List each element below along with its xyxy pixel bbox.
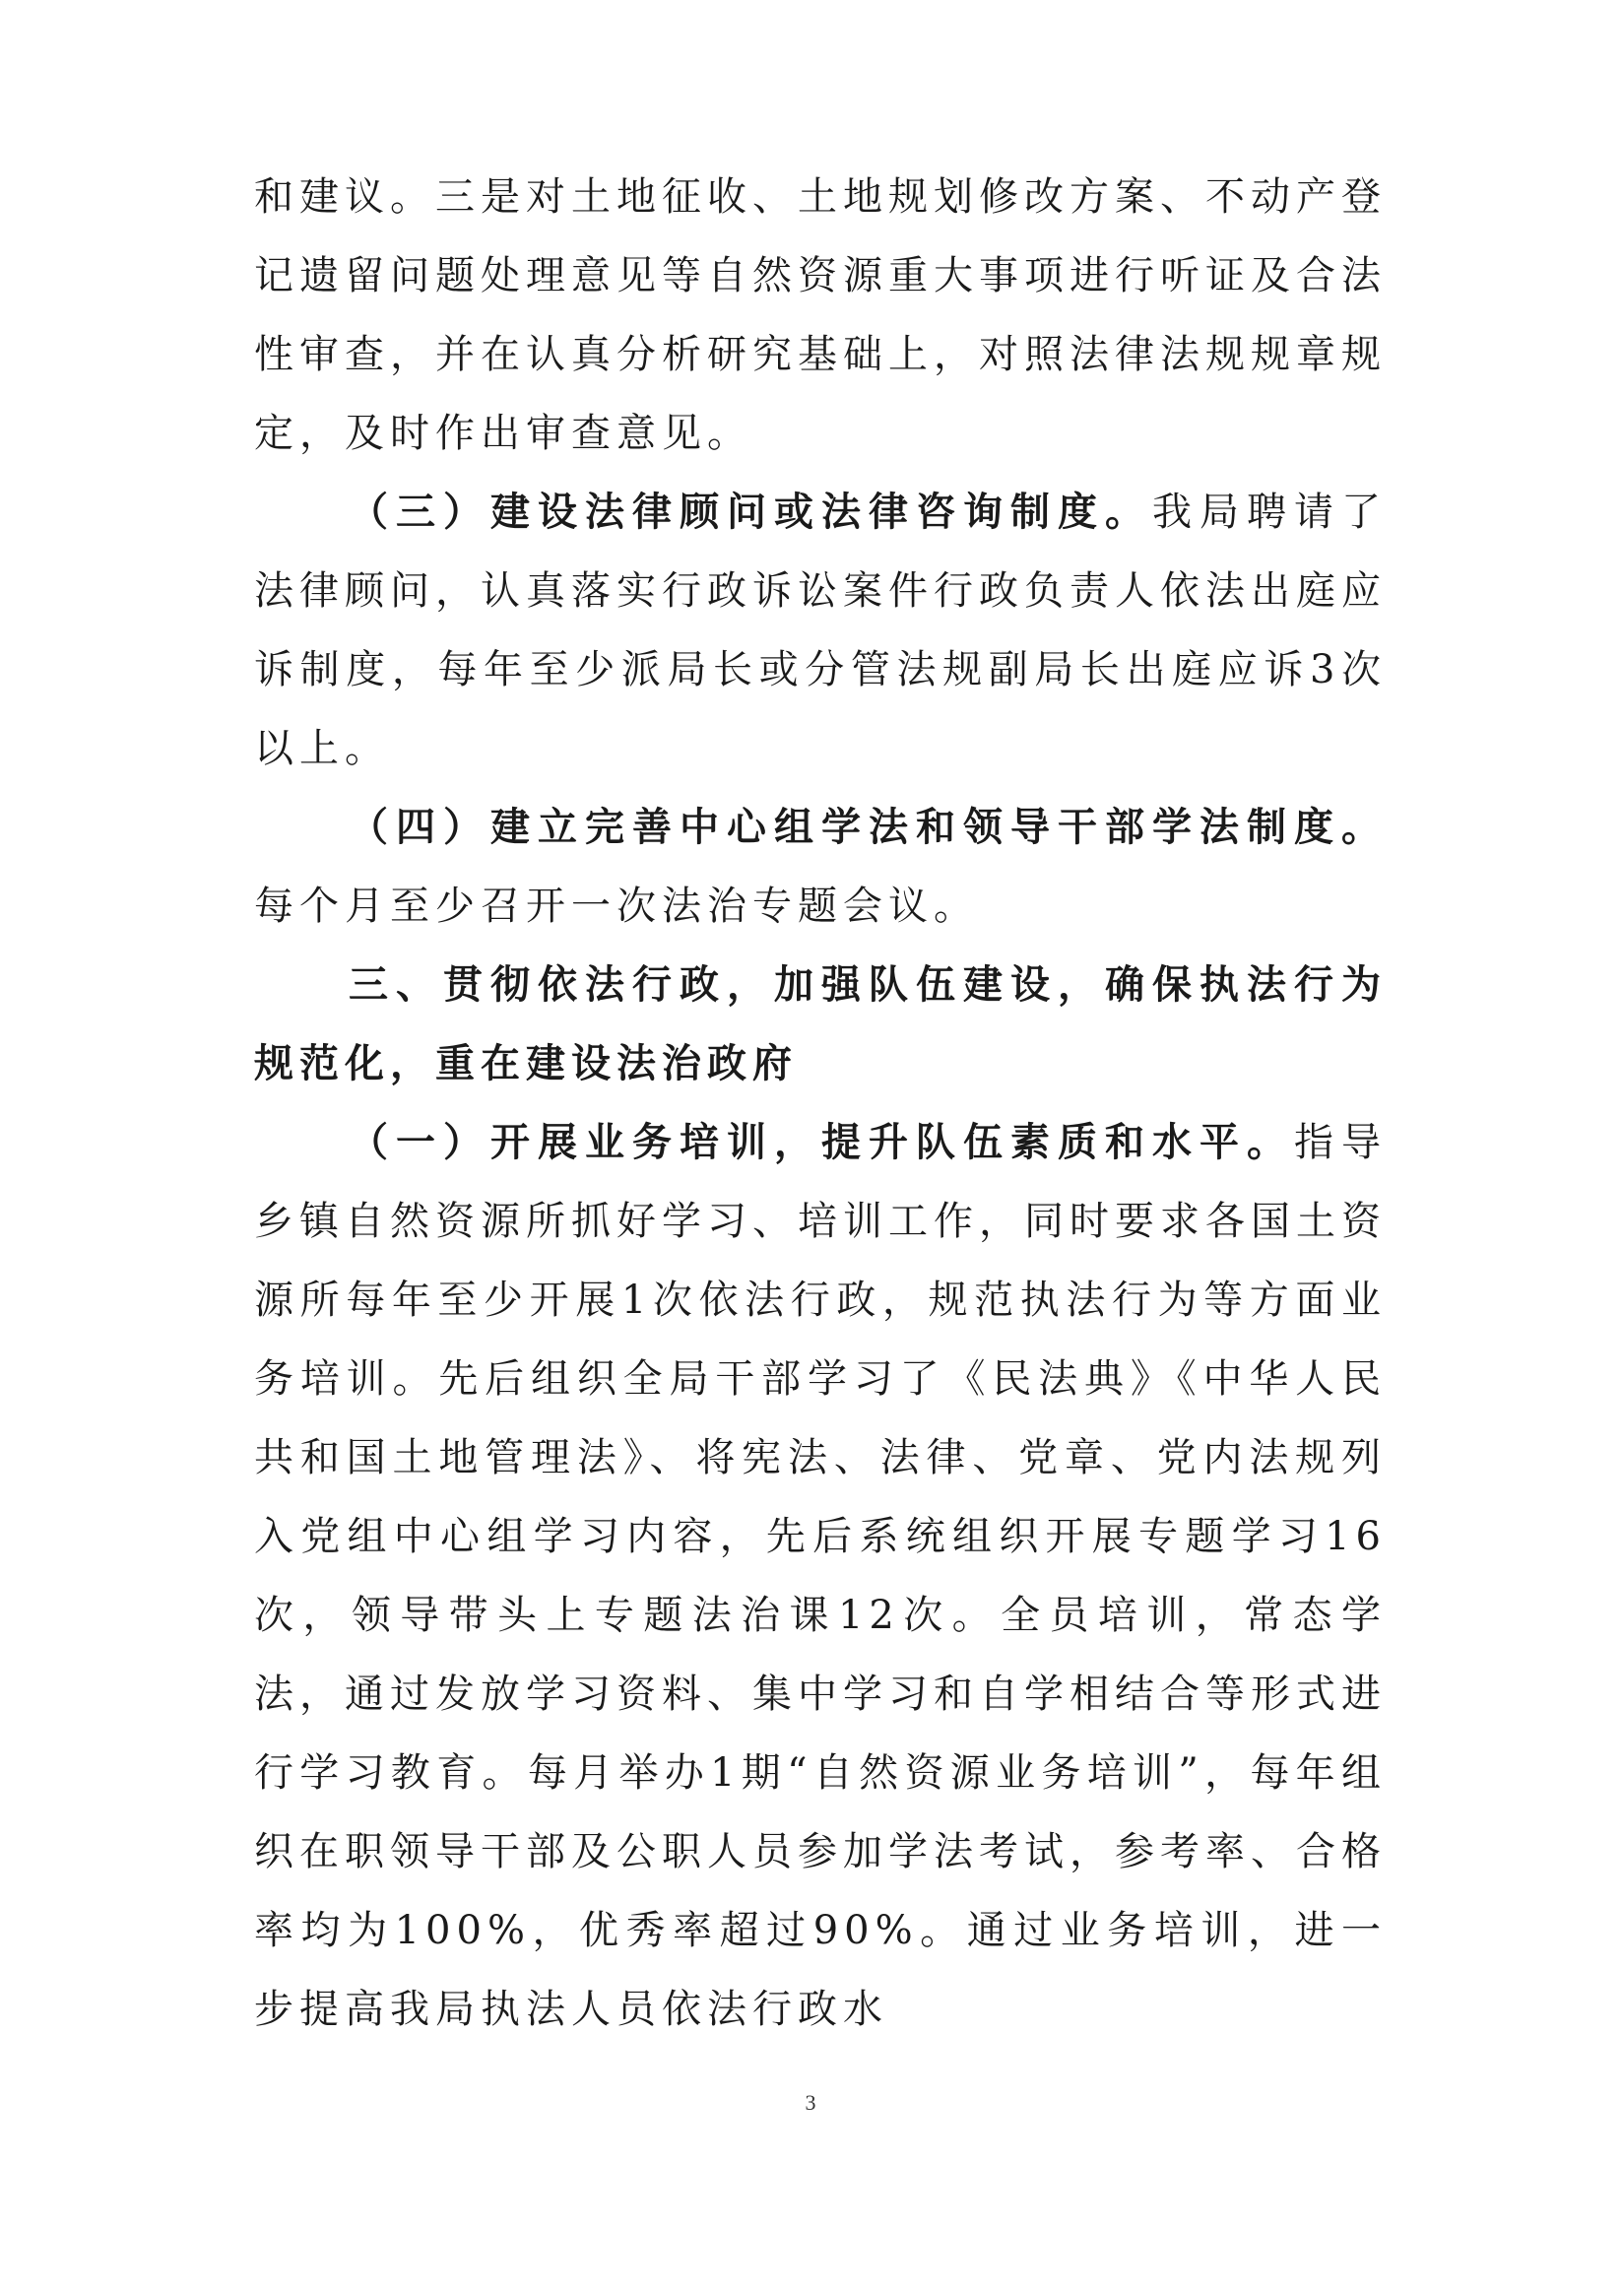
paragraph-text: 和建议。三是对土地征收、土地规划修改方案、不动产登记遗留问题处理意见等自然资源重大事项进行听证及合法性审查，并在认真分析研究基础上，对照法律法规规章规定，及时作出审查意见。 [254,174,1387,456]
paragraph-text: 指导乡镇自然资源所抓好学习、培训工作，同时要求各国土资源所每年至少开展1次依法行政，规范执法行为等方面业务培训。先后组织全局干部学习了《民法典》《中华人民共和国土地管理法》、将宪法、法律、党章、党内法规列入党组中心组学习内容，先后系统组织开展专题学习16次，领导带头上专题法治课12次。全员培训，常态学法，通过发放学习资料、集中学习和自学相结合等形式进行学习教育。每月举办1期“自然资源业务培训”，每年组织在职领导干部及公职人员参加学法考试，参考率、合格率均为100%，优秀率超过90%。通过业务培训，进一步提高我局执法人员依法行政水 [254,1120,1387,2032]
paragraph-heading: （三）建设法律顾问或法律咨询制度。 [349,490,1152,535]
paragraph-continuation [254,158,1387,473]
page-number: 3 [805,2090,816,2115]
document-body [254,158,1387,2049]
paragraph-text: 每个月至少召开一次法治专题会议。 [254,884,979,929]
paragraph-study-system [254,788,1387,946]
section-heading-text: 三、贯彻依法行政，加强队伍建设，确保执法行为规范化，重在建设法治政府 [254,962,1387,1086]
paragraph-heading: （一）开展业务培训，提升队伍素质和水平。 [349,1120,1294,1165]
paragraph-training [254,1103,1387,2049]
paragraph-heading: （四）建立完善中心组学法和领导干部学法制度。 [349,805,1387,850]
paragraph-legal-advisor [254,473,1387,788]
section-heading-three [254,946,1387,1103]
paragraph-text: 我局聘请了法律顾问，认真落实行政诉讼案件行政负责人依法出庭应诉制度，每年至少派局长或分管法规副局长出庭应诉3次以上。 [254,490,1387,771]
